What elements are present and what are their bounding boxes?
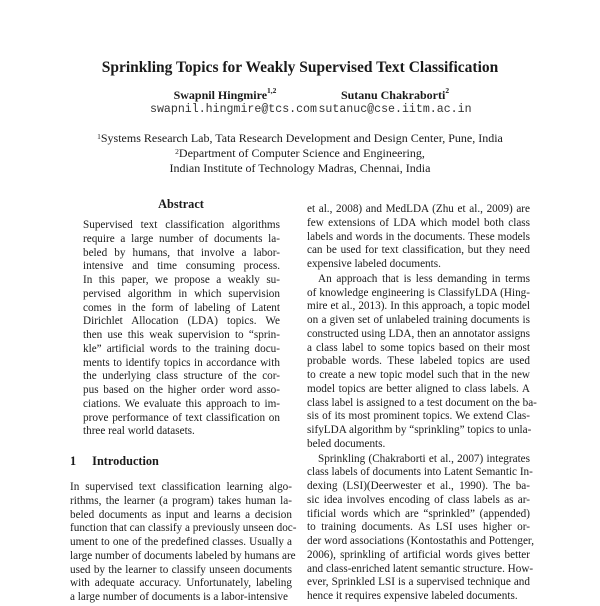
text-line: pus based on the higher order word asso- [83,384,280,396]
text-line: large number of documents labeled by humans are [70,549,296,562]
text-line: ciations. We evaluate this approach to im- [83,397,280,410]
text-line: Supervised text classification algorithms [83,219,280,231]
author-email[interactable]: sutanuc@cse.iitm.ac.in [318,103,472,116]
text-line: ument to one of the predefined classes. Usually a [70,536,292,548]
text-line: In supervised text classification learning algo- [70,481,292,493]
text-line: Sprinkling (Chakraborti et al., 2007) integrates [318,452,530,465]
abstract-body [83,219,280,440]
paragraph [83,219,280,439]
text-line: require a large number of documents la- [83,232,280,245]
text-line: pervised algorithm in which supervision [83,287,280,300]
text-line: the underlying class structure of the cor- [83,370,280,383]
text-line: of knowledge engineering is ClassifyLDA (Hing- [307,286,530,299]
text-line: sis of its most prominent topics. We extend Clas- [307,410,530,423]
text-line: sifyLDA algorithm by “sprinkling” topics to unla- [307,424,532,436]
text-line: ments to identify topics in accordance with [83,356,280,369]
author-block-2 [305,88,485,116]
text-line: with adequate accuracy. Unfortunately, labeling [70,577,292,590]
text-line: can be used for text classification, but they need [307,244,530,257]
paper-title: Sprinkling Topics for Weakly Supervised Text Classification [101,59,499,76]
text-line: hence it requires expensive labeled documents. [307,590,518,602]
text-line: sic idea involves encoding of class labels as ar- [307,493,530,506]
paragraph [70,481,297,605]
author-name: Swapnil Hingmire$^{1,2}$ [173,86,277,102]
text-line: class label is assigned to a test document on the ba- [307,396,537,409]
text-line: ever, Sprinkled LSI is a supervised technique and [307,576,530,589]
text-line: expensive labeled documents. [307,258,441,270]
text-line: intensive and time consuming process. [83,260,280,273]
text-line: on a given set of unlabeled training documents is [307,314,530,326]
text-line: prove performance of text classification on [83,411,280,424]
text-line: dexing (LSI)(Deerwester et al., 1990). The ba- [307,480,530,492]
paragraph [307,452,534,604]
text-line: et al., 2008) and MedLDA (Zhu et al., 2009) are [307,203,530,215]
text-line: used by the learner to classify unseen documents [70,563,292,576]
text-line: a large number of documents is a labor-intensive [70,591,288,603]
affiliation: $^2$Department of Computer Science and Engineering, [175,146,425,160]
text-line: few extensions of LDA which model both class [307,216,530,229]
text-line: rithms, the learner (a program) takes human la- [70,494,292,507]
author-block-1 [150,86,317,116]
right-column-body [307,203,537,605]
section-title: Introduction [92,454,159,468]
text-line: beled documents as input and learns a decision [70,508,292,521]
text-line: three real world datasets. [83,425,195,438]
text-line: An approach that is less demanding in terms [318,272,530,285]
paragraph [307,203,530,272]
text-line: labels and words in the documents. These models [307,230,530,243]
introduction-body [70,481,297,606]
text-line: then use this weak supervision to “sprin- [83,329,280,341]
section-number: 1 [70,454,77,468]
abstract-heading: Abstract [158,197,204,211]
text-line: comes in the form of labeling of Latent [83,301,280,314]
text-line: probable words. These labeled topics are used [307,355,530,368]
paragraph [307,272,537,452]
text-line: tificial words which are “sprinkled” (appended) [307,507,530,520]
text-line: to create a new topic model such that in the new [307,369,530,381]
affiliation: Indian Institute of Technology Madras, Chennai, India [169,161,431,175]
affiliation: $^1$Systems Research Lab, Tata Research Development and Design Center, Pune, India [97,131,503,145]
text-line: Dirichlet Allocation (LDA) topics. We [83,315,280,328]
text-line: mire et al., 2013). In this approach, a topic model [307,300,530,313]
text-line: kle” artificial words to the training docu- [83,342,280,355]
text-line: 2006), sprinkling of artificial words gives better [307,548,530,561]
text-line: a class label to some topics based on their most [307,341,530,354]
text-line: function that can classify a previously unseen doc- [70,522,297,535]
text-line: and class-enriched latent semantic structure. How- [307,562,534,575]
affiliations [0,131,600,176]
text-line: In this paper, we propose a weakly su- [83,274,280,286]
text-line: beled by humans, that involve a labor- [83,246,280,259]
text-line: beled documents. [307,437,386,450]
text-line: model topics are better aligned to class labels. A [307,382,530,395]
author-email[interactable]: swapnil.hingmire@tcs.com [150,103,317,116]
text-line: class labels of documents into Latent Semantic In- [307,466,533,479]
author-name: Sutanu Chakraborti$^2$ [340,86,450,102]
text-line: to training documents. As LSI uses higher or- [307,521,530,534]
introduction-heading [70,454,159,469]
text-line: der word associations (Kontostathis and Pottenger, [307,535,534,547]
text-line: constructed using LDA, then an annotator assigns [307,327,530,340]
